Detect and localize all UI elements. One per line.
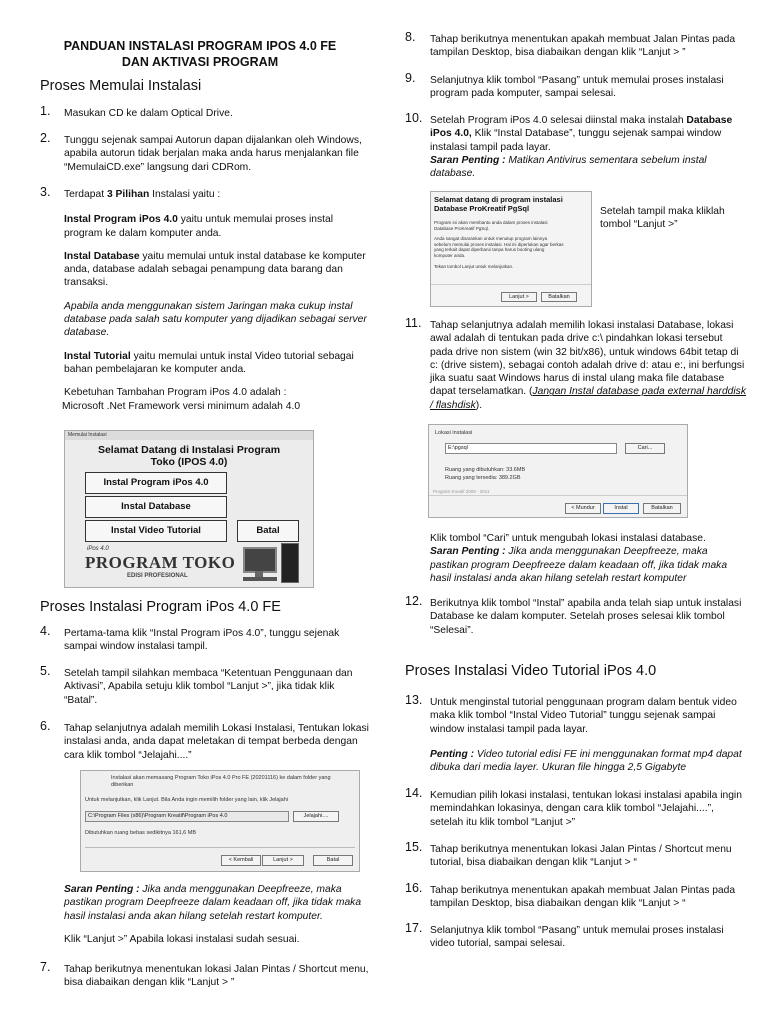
requirement-title: Kebetuhan Tambahan Program iPos 4.0 adalah : [64, 387, 287, 399]
step-number: 10. [405, 111, 423, 125]
option-program-desc: yaitu untuk memulai proses instal program ke dalam komputer anda. [64, 214, 333, 239]
db-next-button[interactable]: Lanjut > [501, 292, 537, 302]
step-7-text: Tahap berikutnya menentukan lokasi Jalan Pintas / Shortcut menu, bisa diabaikan dengan klik “Lanjut > ” [64, 964, 369, 989]
option-program-label: Instal Program iPos 4.0 [64, 214, 178, 226]
db-space-available: Ruang yang tersedia: 389.2GB [445, 475, 521, 481]
step-number: 3. [40, 185, 51, 199]
step-number: 1. [40, 104, 51, 118]
step-11-text [430, 319, 748, 412]
option-database-label: Instal Database [64, 250, 140, 262]
launcher-heading-1: Selamat Datang di Instalasi Program [97, 444, 281, 456]
step-number: 7. [40, 960, 51, 974]
step-2-text: Tunggu sejenak sampai Autorun dapan dijalankan oleh Windows, apabila autorun tidak berjalan maka anda harus menjalankan file “MemulaiCD.exe” langsung dari CDRom. [64, 135, 362, 173]
install-location-screenshot [80, 770, 360, 872]
step-14-text: Kemudian pilih lokasi instalasi, tentukan lokasi instalasi apabila ingin memindahkan lokasinya, dengan cara klik tombol “Jelajahi....”, setelah itu klik tombol “Lanjut >” [430, 790, 742, 828]
step-number: 13. [405, 693, 423, 707]
step-10-intro: Setelah Program iPos 4.0 selesai diinstal maka instalah [430, 115, 687, 126]
step-number: 16. [405, 881, 423, 895]
db-welcome-p1: Program ini akan membantu anda dalam proses instalasi Database ProKreatif PgSql. [434, 220, 548, 231]
step-16-text: Tahap berikutnya menentukan apakah membuat Jalan Pintas pada tampilan Desktop, bisa diabaikan dengan klik “Lanjut > “ [430, 885, 736, 910]
next-button[interactable]: Lanjut > [262, 855, 304, 866]
step-8-text: Tahap berikutnya menentukan apakah membuat Jalan Pintas pada tampilan Desktop, bisa diabaikan dengan klik “Lanjut > ” [430, 34, 736, 59]
database-welcome-screenshot [430, 191, 592, 307]
video-format-note: Video tutorial edisi FE ini menggunakan format mp4 dapat dibuka dari media layer. Ukuran file hingga 2,5 Gigabyte [430, 748, 742, 774]
launcher-heading-2: Toko (IPOS 4.0) [150, 456, 228, 468]
space-required: Dibutuhkan ruang bebas sedikitnya 161,6 MB [85, 830, 196, 836]
install-path-field[interactable]: C:\Program Files (x86)\Program Kreatif\Program iPos 4.0 [85, 811, 289, 822]
step-10-text [430, 114, 746, 180]
step-6-continue: Klik “Lanjut >” Apabila lokasi instalasi sudah sesuai. [64, 933, 300, 945]
back-button[interactable]: < Kembali [221, 855, 261, 866]
find-instruction: Klik tombol “Cari” untuk mengubah lokasi instalasi database. [430, 533, 706, 544]
section-heading-program: Proses Instalasi Program iPos 4.0 FE [40, 599, 281, 615]
cancel-button[interactable]: Batal [313, 855, 353, 866]
db-cancel-button[interactable]: Batalkan [643, 503, 681, 514]
section-heading-start: Proses Memulai Instalasi [40, 78, 202, 94]
launcher-cancel-button[interactable]: Batal [237, 520, 299, 542]
deepfreeze-warning: Jika anda menggunakan Deepfreeze, maka pastikan program Deepfreeze dalam keadaan off, jika tidak maka hasil instalasi anda akan hilang setelah restart komputer. [64, 884, 362, 922]
step-number: 14. [405, 786, 423, 800]
step-12-text: Berikutnya klik tombol “Instal” apabila anda telah siap untuk instalasi Database ke dalam komputer. Setelah proses selesai klik tombol “Selesai”. [430, 598, 742, 636]
browse-button[interactable]: Jelajahi.... [293, 811, 339, 822]
db-location-label: Lokasi instalasi [435, 430, 473, 436]
step-number: 8. [405, 30, 416, 44]
step-15-text: Tahap berikutnya menentukan lokasi Jalan Pintas / Shortcut menu tutorial, bisa diabaikan dengan klik “Lanjut > “ [430, 844, 732, 869]
database-location-screenshot [428, 424, 688, 518]
launcher-titlebar: Memulai Instalasi [65, 431, 314, 440]
step-number: 15. [405, 840, 423, 854]
location-info: Instalasi akan memasang Program Toko iPos 4.0 Pro FE (20201116) ke dalam folder yang diberikan [111, 775, 331, 788]
launcher-screenshot [64, 430, 314, 588]
step-10-database: Database iPos 4.0, [430, 115, 733, 140]
document-title [40, 38, 360, 70]
step-number: 9. [405, 71, 416, 85]
deepfreeze-label: Saran Penting : [64, 884, 140, 895]
option-tutorial-label: Instal Tutorial [64, 350, 131, 362]
db-path-field[interactable]: E:\pgsql [445, 443, 617, 454]
step-11-body: Tahap selanjutnya adalah memilih lokasi instalasi Database, lokasi awal adalah di tentukan pada drive c:\ pindahkan lokasi tersebut pada drive non sistem (win 32 bit/x86), untuk windows 64bit tetap di c: (drive sistem), sebagai contoh adalah drive d: atau e:, ini berfungsi jika suatu saat Windows harus di instal ulang maka file database dapat terselamatkan. ( [430, 320, 745, 398]
step-number: 5. [40, 664, 51, 678]
step-number: 6. [40, 719, 51, 733]
requirement-value: Microsoft .Net Framework versi minimum adalah 4.0 [62, 400, 301, 412]
logo-title: PROGRAM TOKO [85, 553, 236, 572]
step-number: 11. [405, 316, 422, 330]
install-database-button[interactable]: Instal Database [85, 496, 227, 518]
step-number: 4. [40, 624, 51, 638]
section-heading-tutorial: Proses Instalasi Video Tutorial iPos 4.0 [405, 663, 657, 679]
install-program-button[interactable]: Instal Program iPos 4.0 [85, 472, 227, 494]
step-17-text: Selanjutnya klik tombol “Pasang” untuk memulai proses instalasi video tutorial, sampai selesai. [430, 925, 724, 950]
db-welcome-subheading: Database ProKreatif PgSql [434, 204, 530, 213]
db-welcome-p3: Tekan tombol Lanjut untuk melanjutkan. [434, 264, 514, 269]
step-number: 2. [40, 131, 51, 145]
step-1-text: Masukan CD ke dalam Optical Drive. [64, 108, 233, 119]
find-button[interactable]: Cari... [625, 443, 665, 454]
step-number: 17. [405, 921, 423, 935]
step-3-intro: Terdapat [64, 189, 107, 200]
location-instruction: Untuk melanjutkan, klik Lanjut. Bila Anda ingin memilih folder yang lain, klik Jelajahi [85, 797, 288, 803]
step-3-text [64, 188, 374, 413]
step-13-body: Untuk menginstal tutorial penggunaan program dalam bentuk video maka klik tombol “Instal Video Tutorial” tunggu sejenak sampai window instalasi tampil pada layar. [430, 697, 737, 735]
step-6-notes [64, 883, 374, 956]
step-10-action: Klik “Instal Database”, tunggu sejenak sampai window instalasi tampil pada layar. [430, 128, 722, 153]
title-line-1: PANDUAN INSTALASI PROGRAM IPOS 4.0 FE [63, 39, 337, 53]
step-6-text: Tahap selanjutnya adalah memilih Lokasi Instalasi, Tentukan lokasi instalasi anda, anda dapat meletakan di tempat berbeda dengan cara klik tombol “Jelajahi....” [64, 723, 369, 761]
step-number: 12. [405, 594, 423, 608]
step-3-count: 3 Pilihan [106, 189, 150, 200]
antivirus-warning: Matikan Antivirus sementara sebelum instal database. [430, 154, 707, 180]
db-welcome-heading: Selamat datang di program instalasi [434, 195, 563, 204]
video-format-label: Penting : [430, 748, 475, 760]
db-welcome-p2: Anda sangat disarankan untuk menutup program lainnya sebelum memulai proses instalasi. Hal ini diperlukan agar berkas yang terkait dapat diperbarui tanpa harus booting ulang komputer anda. [434, 236, 564, 258]
db-back-button[interactable]: < Mundur [565, 503, 601, 514]
db-cancel-button[interactable]: Batalkan [541, 292, 577, 302]
install-tutorial-button[interactable]: Instal Video Tutorial [85, 520, 227, 542]
option-database-desc: yaitu memulai untuk instal database ke komputer anda, database adalah sebagai penampung data barang dan transaksi. [64, 250, 366, 289]
step-11-notes [430, 532, 748, 585]
step-4-text: Pertama-tama klik “Instal Program iPos 4.0”, tunggu sejenak sampai window instalasi tampil. [64, 628, 340, 653]
antivirus-label: Saran Penting : [430, 154, 506, 166]
step-5-text: Setelah tampil silahkan membaca “Ketentuan Penggunaan dan Aktivasi”, Apabila setuju klik tombol “Lanjut >”, jika tidak klik “Batal”. [64, 668, 353, 706]
step-10-side-note: Setelah tampil maka kliklah tombol “Lanjut >” [600, 206, 725, 231]
deepfreeze-label-2: Saran Penting : [430, 546, 506, 558]
option-tutorial-desc: yaitu memulai untuk instal Video tutorial sebagai bahan pembelajaran ke komputer anda. [64, 350, 354, 375]
step-3-intro-end: Instalasi yaitu : [149, 189, 221, 200]
title-line-2: DAN AKTIVASI PROGRAM [121, 55, 279, 69]
db-install-button[interactable]: Instal [603, 503, 639, 514]
step-11-end: ). [475, 399, 483, 411]
deepfreeze-warning-2: Jika anda menggunakan Deepfreeze, maka pastikan program Deepfreeze dalam keadaan off, jika tidak maka hasil instalasi anda akan hilang setelah restart komputer [430, 546, 728, 584]
logo-subtitle: EDISI PROFESIONAL [127, 573, 188, 579]
external-disk-warning: Jangan Instal database pada external harddisk / flashdisk [430, 386, 746, 411]
db-footer: Program Kreatif 2008 - 2011 [433, 489, 490, 494]
step-13-text [430, 696, 746, 784]
logo-version: iPos 4.0 [87, 546, 109, 552]
network-note: Apabila anda menggunakan sistem Jaringan maka cukup instal database pada salah satu komputer yang dijadikan sebagai server database. [64, 300, 367, 339]
db-space-needed: Ruang yang dibutuhkan: 33.6MB [445, 467, 526, 473]
computer-icon [243, 543, 303, 585]
step-9-text: Selanjutnya klik tombol “Pasang” untuk memulai proses instalasi program pada komputer, sampai selesai. [430, 75, 724, 100]
